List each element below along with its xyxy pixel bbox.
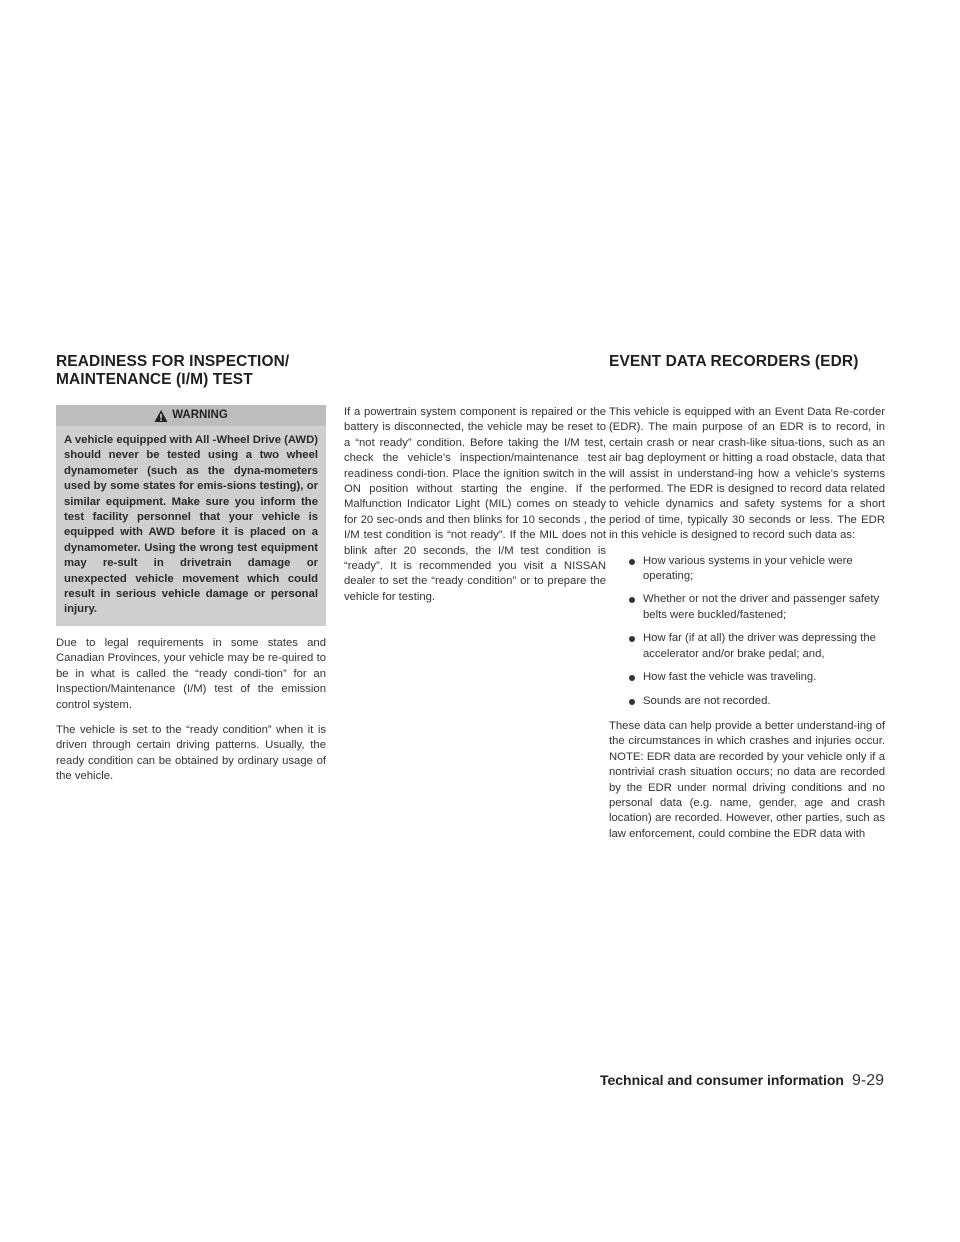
bullet-dot-icon: [629, 636, 635, 642]
footer-section-title: Technical and consumer information: [599, 1072, 844, 1088]
edr-data-list: [609, 554, 885, 709]
warning-header: [56, 405, 326, 426]
section-heading-edr: [609, 353, 939, 371]
column-2: [344, 405, 606, 615]
bullet-dot-icon: [629, 675, 635, 681]
heading-edr-text: EVENT DATA RECORDERS (EDR): [609, 353, 859, 370]
page-footer: [600, 1072, 884, 1090]
list-item: How various systems in your vehicle were operating;: [609, 554, 885, 585]
bullet-dot-icon: [629, 559, 635, 565]
page-number: 9-29: [851, 1072, 884, 1089]
paragraph-legal-requirements: Due to legal requirements in some states and Canadian Provinces, your vehicle may be re-quired to be in what is called the “ready condi-tion” for an Inspection/Maintenance (I/M) test of the emission control system.: [56, 636, 326, 711]
list-item: Whether or not the driver and passenger safety belts were buckled/fastened;: [609, 592, 885, 623]
warning-text: A vehicle equipped with All -Wheel Drive (AWD) should never be tested using a two wheel dynamometer (such as the dyna-mometers used by some states for emis-sions testing), or similar equipment. Make sure you inform the test facility personnel that your vehicle is equipped with AWD before it is placed on a dynamometer. Using the wrong test equipment may re-sult in drivetrain damage or unexpected vehicle movement which could result in serious vehicle damage or personal injury.: [64, 434, 318, 616]
column-3: [609, 405, 885, 852]
list-item: How far (if at all) the driver was depressing the accelerator and/or brake pedal; and,: [609, 631, 885, 662]
warning-triangle-icon: [154, 409, 168, 423]
paragraph-edr-intro: This vehicle is equipped with an Event Data Re-corder (EDR). The main purpose of an EDR is to record, in certain crash or near crash-like situa-tions, such as an air bag deployment or hitting a road obstacle, data that will assist in understand-ing how a vehicle’s systems performed. The EDR is designed to record data related to vehicle dynamics and safety systems for a short period of time, typically 30 seconds or less. The EDR in this vehicle is designed to record such data as:: [609, 406, 885, 542]
paragraph-powertrain-reset: If a powertrain system component is repaired or the battery is disconnected, the vehicle may be reset to a “not ready” condition. Before taking the I/M test, check the vehicle’s inspection/maintenance test readiness condi-tion. Place the ignition switch in the ON position without starting the engine. If the Malfunction Indicator Light (MIL) comes on steady for 20 sec-onds and then blinks for 10 seconds , the I/M test condition is “not ready”. If the MIL does not blink after 20 seconds, the I/M test condition is “ready”. It is recommended you visit a NISSAN dealer to set the “ready condition” or to prepare the vehicle for testing.: [344, 406, 606, 603]
warning-box: [56, 405, 326, 626]
list-item: How fast the vehicle was traveling.: [609, 670, 885, 685]
column-1: [56, 405, 326, 795]
section-heading-im-test: [56, 353, 356, 389]
heading-line-2: MAINTENANCE (I/M) TEST: [56, 371, 253, 388]
paragraph-ready-condition: The vehicle is set to the “ready condition” when it is driven through certain driving patterns. Usually, the ready condition can be obtained by ordinary usage of the vehicle.: [56, 723, 326, 783]
paragraph-edr-closing: These data can help provide a better understand-ing of the circumstances in which crashes and injuries occur. NOTE: EDR data are recorded by your vehicle only if a nontrivial crash situation occurs; no data are recorded by the EDR under normal driving conditions and no personal data (e.g. name, gender, age and crash location) are recorded. However, other parties, such as law enforcement, could combine the EDR data with: [609, 719, 885, 840]
heading-line-1: READINESS FOR INSPECTION/: [56, 353, 290, 370]
warning-title: WARNING: [172, 408, 228, 421]
bullet-dot-icon: [629, 597, 635, 603]
bullet-dot-icon: [629, 699, 635, 705]
list-item: Sounds are not recorded.: [609, 694, 885, 709]
